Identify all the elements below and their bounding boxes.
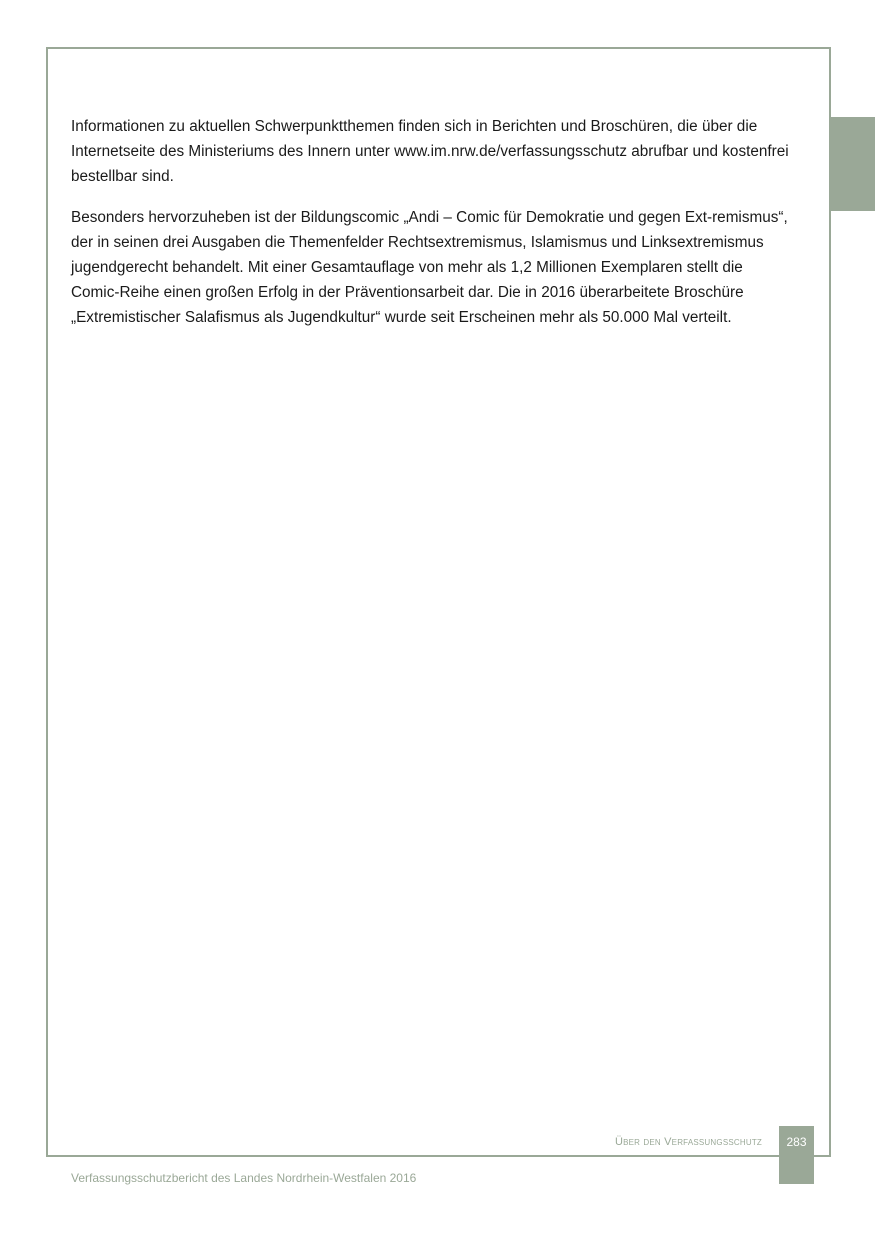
page-number: 283 [786,1135,807,1149]
publication-footer: Verfassungsschutzbericht des Landes Nordrhein-Westfalen 2016 [71,1171,417,1185]
paragraph-resources: Informationen zu aktuellen Schwerpunktthemen finden sich in Berichten und Broschüren, die über die Internetseite des Ministeriums des Innern unter www.im.nrw.de/verfassungsschutz abrufbar und kostenfrei bestellbar sind. [71,118,789,185]
body-text [71,114,791,346]
section-title: Über den Verfassungsschutz [614,1136,762,1148]
paragraph-comic: Besonders hervorzuheben ist der Bildungscomic „Andi – Comic für Demokratie und gegen Ext-remismus“, der in seinen drei Ausgaben die Themenfelder Rechtsextremismus, Islamismus und Linksextremismus jugendgerecht behandelt. Mit einer Gesamtauflage von mehr als 1,2 Millionen Exemplaren stellt die Comic-Reihe einen großen Erfolg in der Präventionsarbeit dar. Die in 2016 überarbeitete Broschüre „Extremistischer Salafismus als Jugendkultur“ wurde seit Erscheinen mehr als 50.000 Mal verteilt. [71,209,788,326]
chapter-tab-marker [829,117,875,211]
